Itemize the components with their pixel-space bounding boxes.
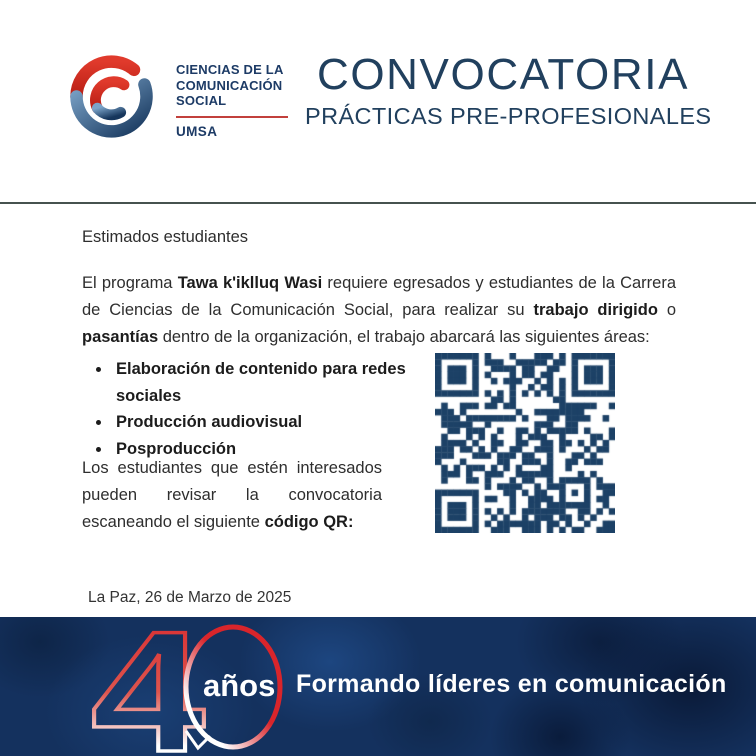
faculty-logo-icon bbox=[64, 40, 164, 158]
area-item: • Posproducción bbox=[112, 436, 442, 463]
greeting-text: Estimados estudiantes bbox=[82, 228, 249, 246]
anniversary-number-outline: 4 bbox=[91, 619, 205, 756]
anniversary-40-logo bbox=[83, 619, 323, 756]
intro-text: El programa bbox=[82, 274, 178, 292]
faculty-name-line: COMUNICACIÓN bbox=[176, 77, 283, 93]
intro-text: requiere egresados y estudiantes de la Carrera de Ciencias de la Comunicación Social, para realizar su bbox=[82, 274, 676, 319]
intro-text: dentro de la organización, el trabajo abarcará las siguientes áreas: bbox=[158, 328, 650, 346]
intro-paragraph bbox=[82, 270, 676, 351]
header-divider bbox=[0, 202, 756, 204]
qr-code bbox=[435, 353, 615, 533]
highlight-trabajo-dirigido: trabajo dirigido bbox=[533, 301, 658, 319]
page-title: CONVOCATORIA bbox=[316, 50, 690, 99]
highlight-codigo-qr: código QR: bbox=[264, 513, 354, 531]
faculty-name-line: SOCIAL bbox=[176, 93, 227, 108]
area-item: • Producción audiovisual bbox=[112, 409, 442, 436]
qr-instruction-paragraph bbox=[82, 455, 382, 536]
anniversary-label: años bbox=[203, 668, 276, 703]
faculty-logo-text bbox=[176, 62, 288, 139]
faculty-name-line: CIENCIAS DE LA bbox=[176, 62, 284, 77]
area-item: • Elaboración de contenido para redes sociales bbox=[112, 356, 442, 409]
anniversary-banner bbox=[0, 617, 756, 756]
date-line: La Paz, 26 de Marzo de 2025 bbox=[88, 589, 292, 606]
program-name: Tawa k'iklluq Wasi bbox=[177, 274, 323, 292]
header-title-block bbox=[305, 50, 712, 130]
qr-instruction-text: Los estudiantes que estén interesados pueden revisar la convocatoria escaneando el siguiente bbox=[82, 459, 382, 531]
page-subtitle: PRÁCTICAS PRE-PROFESIONALES bbox=[305, 103, 712, 129]
areas-list bbox=[88, 356, 442, 462]
banner-slogan: Formando líderes en comunicación bbox=[296, 670, 727, 698]
logo-divider-rule bbox=[176, 116, 288, 118]
intro-text: o bbox=[657, 301, 676, 319]
university-name: UMSA bbox=[176, 123, 218, 139]
highlight-pasantias: pasantías bbox=[82, 328, 159, 346]
